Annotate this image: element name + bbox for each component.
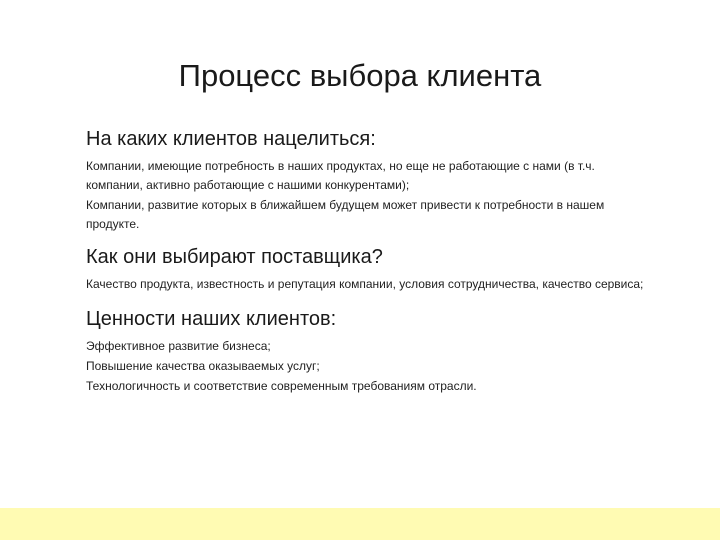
section-item: Эффективное развитие бизнеса; — [86, 339, 271, 353]
section-client-values — [86, 306, 646, 396]
footer-band — [0, 508, 720, 540]
section-item: Компании, развитие которых в ближайшем будущем может привести к потребности в нашем продукте. — [86, 198, 605, 231]
section-item: Компании, имеющие потребность в наших продуктах, но еще не работающие с нами (в т.ч. компании, активно работающие с нашими конкурентами); — [86, 159, 595, 192]
section-target-clients — [86, 126, 646, 234]
section-item: Повышение качества оказываемых услуг; — [86, 359, 320, 373]
section-item: Качество продукта, известность и репутация компании, условия сотрудничества, качество сервиса; — [86, 277, 644, 291]
section-supplier-choice — [86, 244, 646, 294]
section-item: Технологичность и соответствие современным требованиям отрасли. — [86, 379, 477, 393]
section-heading: На каких клиентов нацелиться: — [86, 128, 376, 150]
slide-title: Процесс выбора клиента — [178, 58, 542, 93]
section-heading: Ценности наших клиентов: — [86, 308, 337, 330]
slide-content — [86, 126, 646, 397]
section-heading: Как они выбирают поставщика? — [86, 246, 383, 268]
